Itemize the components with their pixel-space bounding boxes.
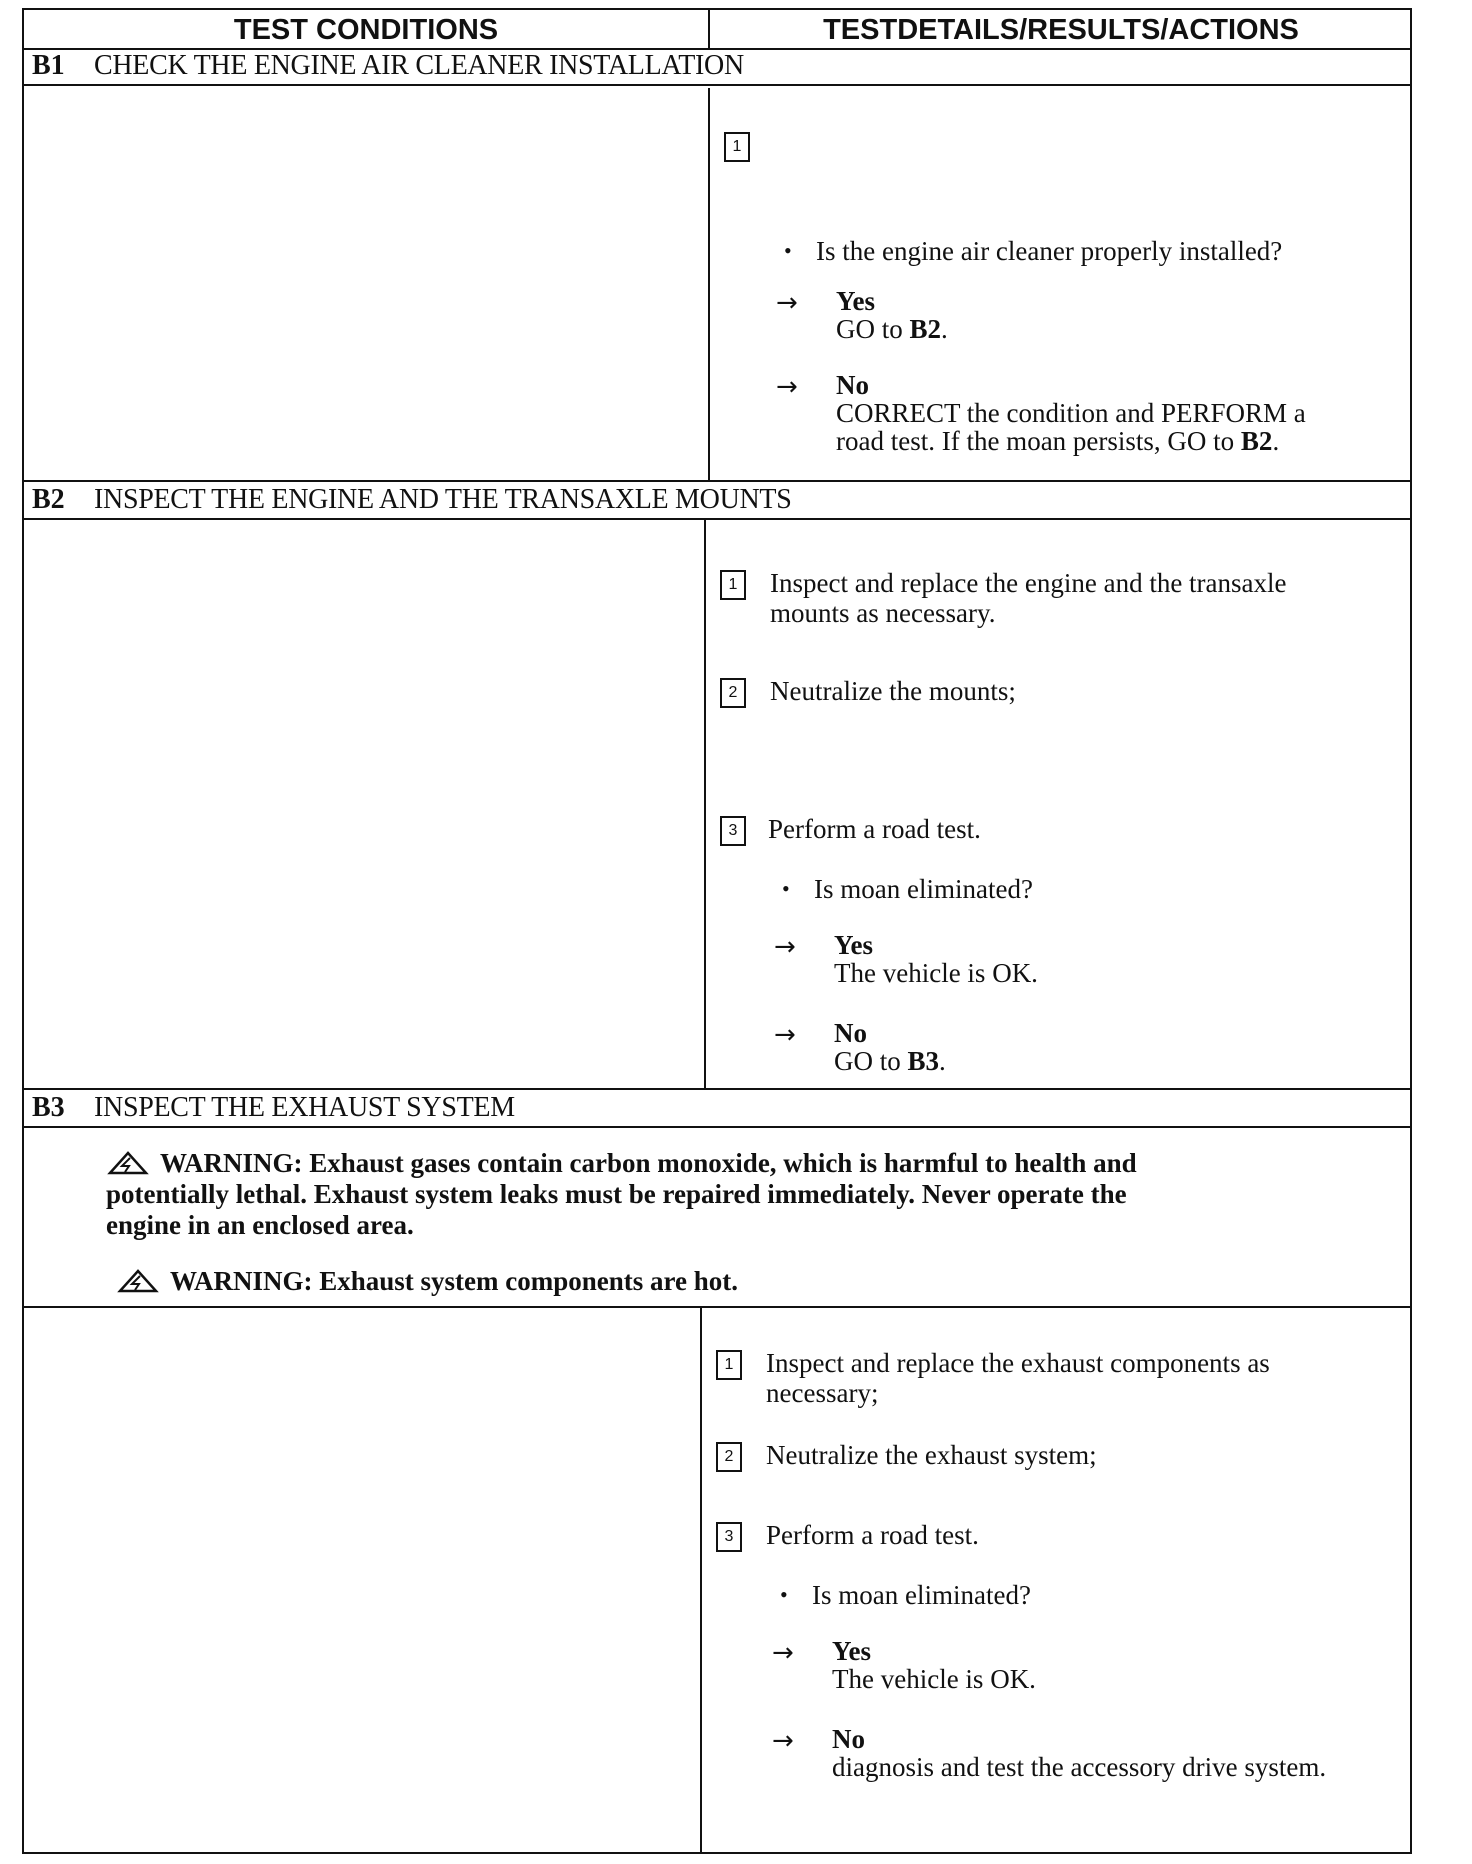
step-b2-id: B2: [32, 484, 65, 515]
warning-carbon-monoxide: WARNING: Exhaust gases contain carbon monoxide, which is harmful to health and potentially lethal. Exhaust system leaks must be repaired immediately. Never operate the engine in an enclosed area.: [106, 1148, 1137, 1240]
column-divider: [708, 88, 710, 480]
b2-step1-line2: mounts as necessary.: [770, 598, 996, 628]
arrow-icon: →: [772, 1726, 794, 1756]
b2-no-label: No: [834, 1018, 867, 1048]
b1-yes-action: GO to B2.: [836, 314, 948, 344]
b1-question: Is the engine air cleaner properly installed?: [816, 236, 1283, 266]
step-b2-title: [24, 480, 1410, 520]
column-divider: [704, 520, 706, 1088]
b1-no-action-line1: CORRECT the condition and PERFORM a: [836, 398, 1306, 428]
b3-step2-text: Neutralize the exhaust system;: [766, 1440, 1097, 1470]
warning-triangle-icon: [106, 1150, 150, 1176]
arrow-icon: →: [772, 1638, 794, 1668]
step-number-box: 1: [716, 1350, 742, 1380]
step-b3-id: B3: [32, 1092, 65, 1123]
b3-step1-line1: Inspect and replace the exhaust components as: [766, 1348, 1270, 1378]
column-divider: [700, 1308, 702, 1854]
arrow-icon: →: [776, 288, 798, 318]
b2-step1-line1: Inspect and replace the engine and the transaxle: [770, 568, 1287, 598]
bullet: •: [780, 1582, 788, 1607]
b3-yes-label: Yes: [832, 1636, 871, 1666]
step-number-box: 3: [720, 816, 746, 846]
b2-step3-text: Perform a road test.: [768, 814, 981, 844]
step-b3-title-text: INSPECT THE EXHAUST SYSTEM: [94, 1092, 515, 1123]
b3-no-label: No: [832, 1724, 865, 1754]
warning-hot-components: WARNING: Exhaust system components are hot.: [116, 1266, 738, 1297]
step-b3-warnings: [24, 1128, 1410, 1308]
step-b1-title: [24, 48, 1410, 86]
step-number-box: 1: [724, 132, 750, 162]
step-number-box: 3: [716, 1522, 742, 1552]
warning-triangle-icon: [116, 1268, 160, 1294]
b3-no-action: diagnosis and test the accessory drive system.: [832, 1752, 1327, 1782]
step-b1-body: [24, 88, 1410, 480]
arrow-icon: →: [774, 1020, 796, 1050]
b1-no-label: No: [836, 370, 869, 400]
header-test-conditions: TEST CONDITIONS: [24, 10, 710, 48]
b2-yes-label: Yes: [834, 930, 873, 960]
step-b1-id: B1: [32, 50, 65, 81]
bullet: •: [782, 876, 790, 901]
b3-step3-text: Perform a road test.: [766, 1520, 979, 1550]
b3-step1-line2: necessary;: [766, 1378, 879, 1408]
step-b3-title: [24, 1088, 1410, 1128]
header-test-details: TESTDETAILS/RESULTS/ACTIONS: [823, 14, 1299, 46]
b1-no-action-line2: road test. If the moan persists, GO to B2.: [836, 426, 1280, 456]
b2-no-action: GO to B3.: [834, 1046, 946, 1076]
b2-question: Is moan eliminated?: [814, 874, 1033, 904]
b1-yes-label: Yes: [836, 286, 875, 316]
arrow-icon: →: [774, 932, 796, 962]
step-number-box: 1: [720, 570, 746, 600]
table-header: [24, 10, 1410, 50]
arrow-icon: →: [776, 372, 798, 402]
b2-step2-text: Neutralize the mounts;: [770, 676, 1016, 706]
step-b2-title-text: INSPECT THE ENGINE AND THE TRANSAXLE MOUNTS: [94, 484, 792, 515]
step-b3-body: [24, 1308, 1410, 1854]
bullet: •: [784, 238, 792, 263]
step-number-box: 2: [720, 678, 746, 708]
b3-yes-action: The vehicle is OK.: [832, 1664, 1036, 1694]
step-b2-body: [24, 520, 1410, 1088]
step-b1-title-text: CHECK THE ENGINE AIR CLEANER INSTALLATION: [94, 50, 744, 81]
step-number-box: 2: [716, 1442, 742, 1472]
b3-question: Is moan eliminated?: [812, 1580, 1031, 1610]
diagnostic-table: [22, 8, 1412, 1854]
b2-yes-action: The vehicle is OK.: [834, 958, 1038, 988]
